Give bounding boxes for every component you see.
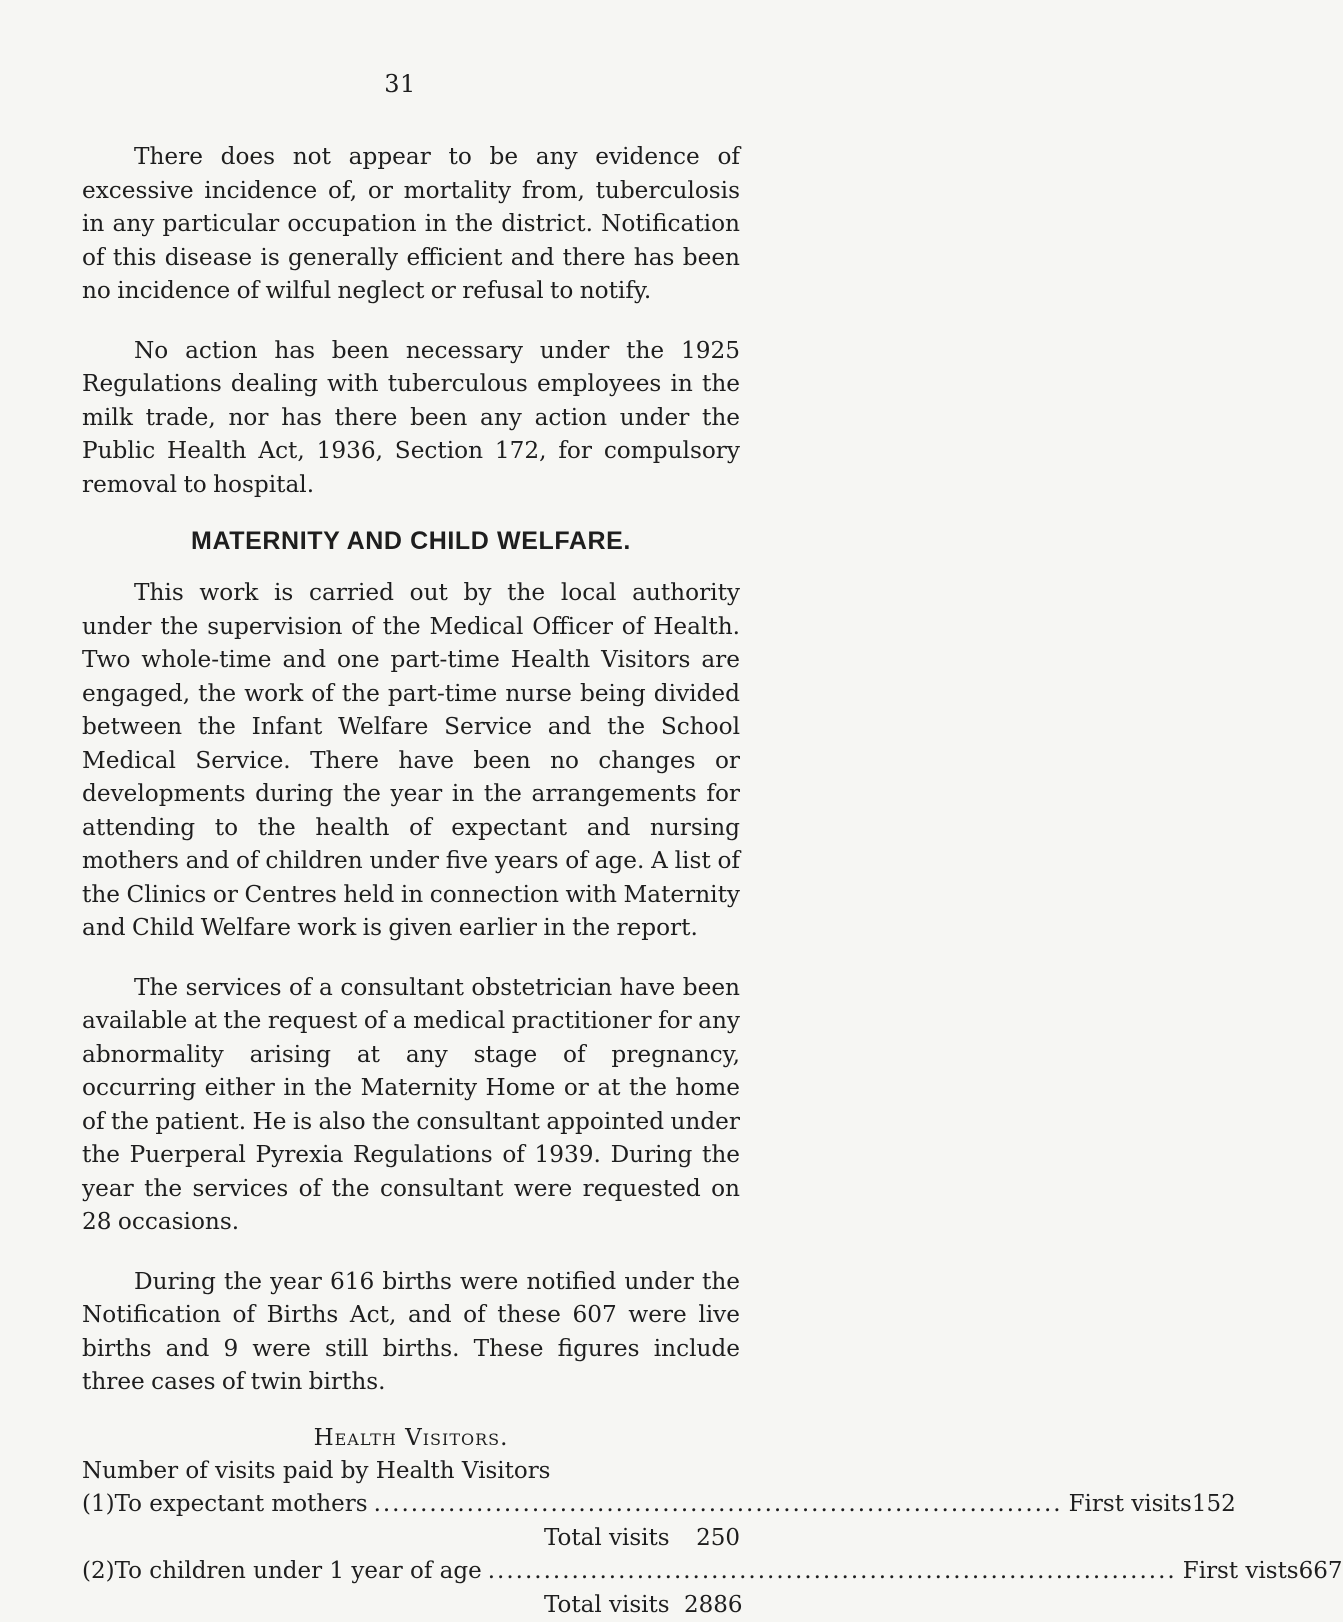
row-number: (2): [82, 1555, 115, 1589]
total-visits-label: Total visits: [544, 1522, 684, 1556]
visit-row-expectant-total: [82, 1522, 740, 1556]
sub-heading-health-visitors: Health Visitors.: [82, 1425, 740, 1451]
paragraph-tb-incidence: There does not appear to be any evidence of excessive incidence of, or mortality from, tuberculosis in any particular occupation in the district. Notification of this disease is generally efficient and there has been no incidence of wilful neglect or refusal to notify.: [82, 140, 740, 308]
row-number: (1): [82, 1488, 115, 1522]
row-label: To children under 1 year of age: [115, 1555, 482, 1589]
paragraph-tb-regulations: No action has been necessary under the 1925 Regulations dealing with tuberculous employees in the milk trade, nor has there been any action under the Public Health Act, 1936, Section 172, for compulsory removal to hospital.: [82, 334, 740, 502]
dot-leader: ..........................................................................: [488, 1555, 1177, 1589]
total-visits-value: 250: [684, 1522, 740, 1556]
row-label: To expectant mothers: [115, 1488, 368, 1522]
visits-intro: Number of visits paid by Health Visitors: [82, 1455, 740, 1489]
paragraph-maternity-work: This work is carried out by the local authority under the supervision of the Medical Officer of Health. Two whole-time and one part-time Health Visitors are engaged, the work of the part-time nurse being divided between the Infant Welfare Service and the School Medical Service. There have been no changes or developments during the year in the arrangements for attending to the health of expectant and nursing mothers and of children under five years of age. A list of the Clinics or Centres held in connection with Maternity and Child Welfare work is given earlier in the report.: [82, 576, 740, 945]
page-number: 31: [0, 70, 800, 98]
first-visits-value: 152: [1192, 1488, 1236, 1522]
dot-leader: ..........................................................................: [374, 1488, 1063, 1522]
paragraph-births: During the year 616 births were notified under the Notification of Births Act, and of these 607 were live births and 9 were still births. These figures include three cases of twin births.: [82, 1265, 740, 1399]
first-visits-value: 667: [1299, 1555, 1343, 1589]
visit-row-expectant-first: [82, 1488, 740, 1522]
section-heading-maternity: MATERNITY AND CHILD WELFARE.: [82, 527, 740, 556]
first-visits-label: First vists: [1183, 1555, 1299, 1589]
visit-row-children-total: [82, 1589, 740, 1622]
visit-row-children-first: [82, 1555, 740, 1589]
paragraph-obstetrician: The services of a consultant obstetrician have been available at the request of a medical practitioner for any abnormality arising at any stage of pregnancy, occurring either in the Maternity Home or at the home of the patient. He is also the consultant appointed under the Puerperal Pyrexia Regulations of 1939. During the year the services of the consultant were requested on 28 occasions.: [82, 971, 740, 1239]
document-body: [82, 140, 740, 1622]
total-visits-label: Total visits: [544, 1589, 684, 1622]
first-visits-label: First visits: [1069, 1488, 1192, 1522]
total-visits-value: 2886: [684, 1589, 740, 1622]
